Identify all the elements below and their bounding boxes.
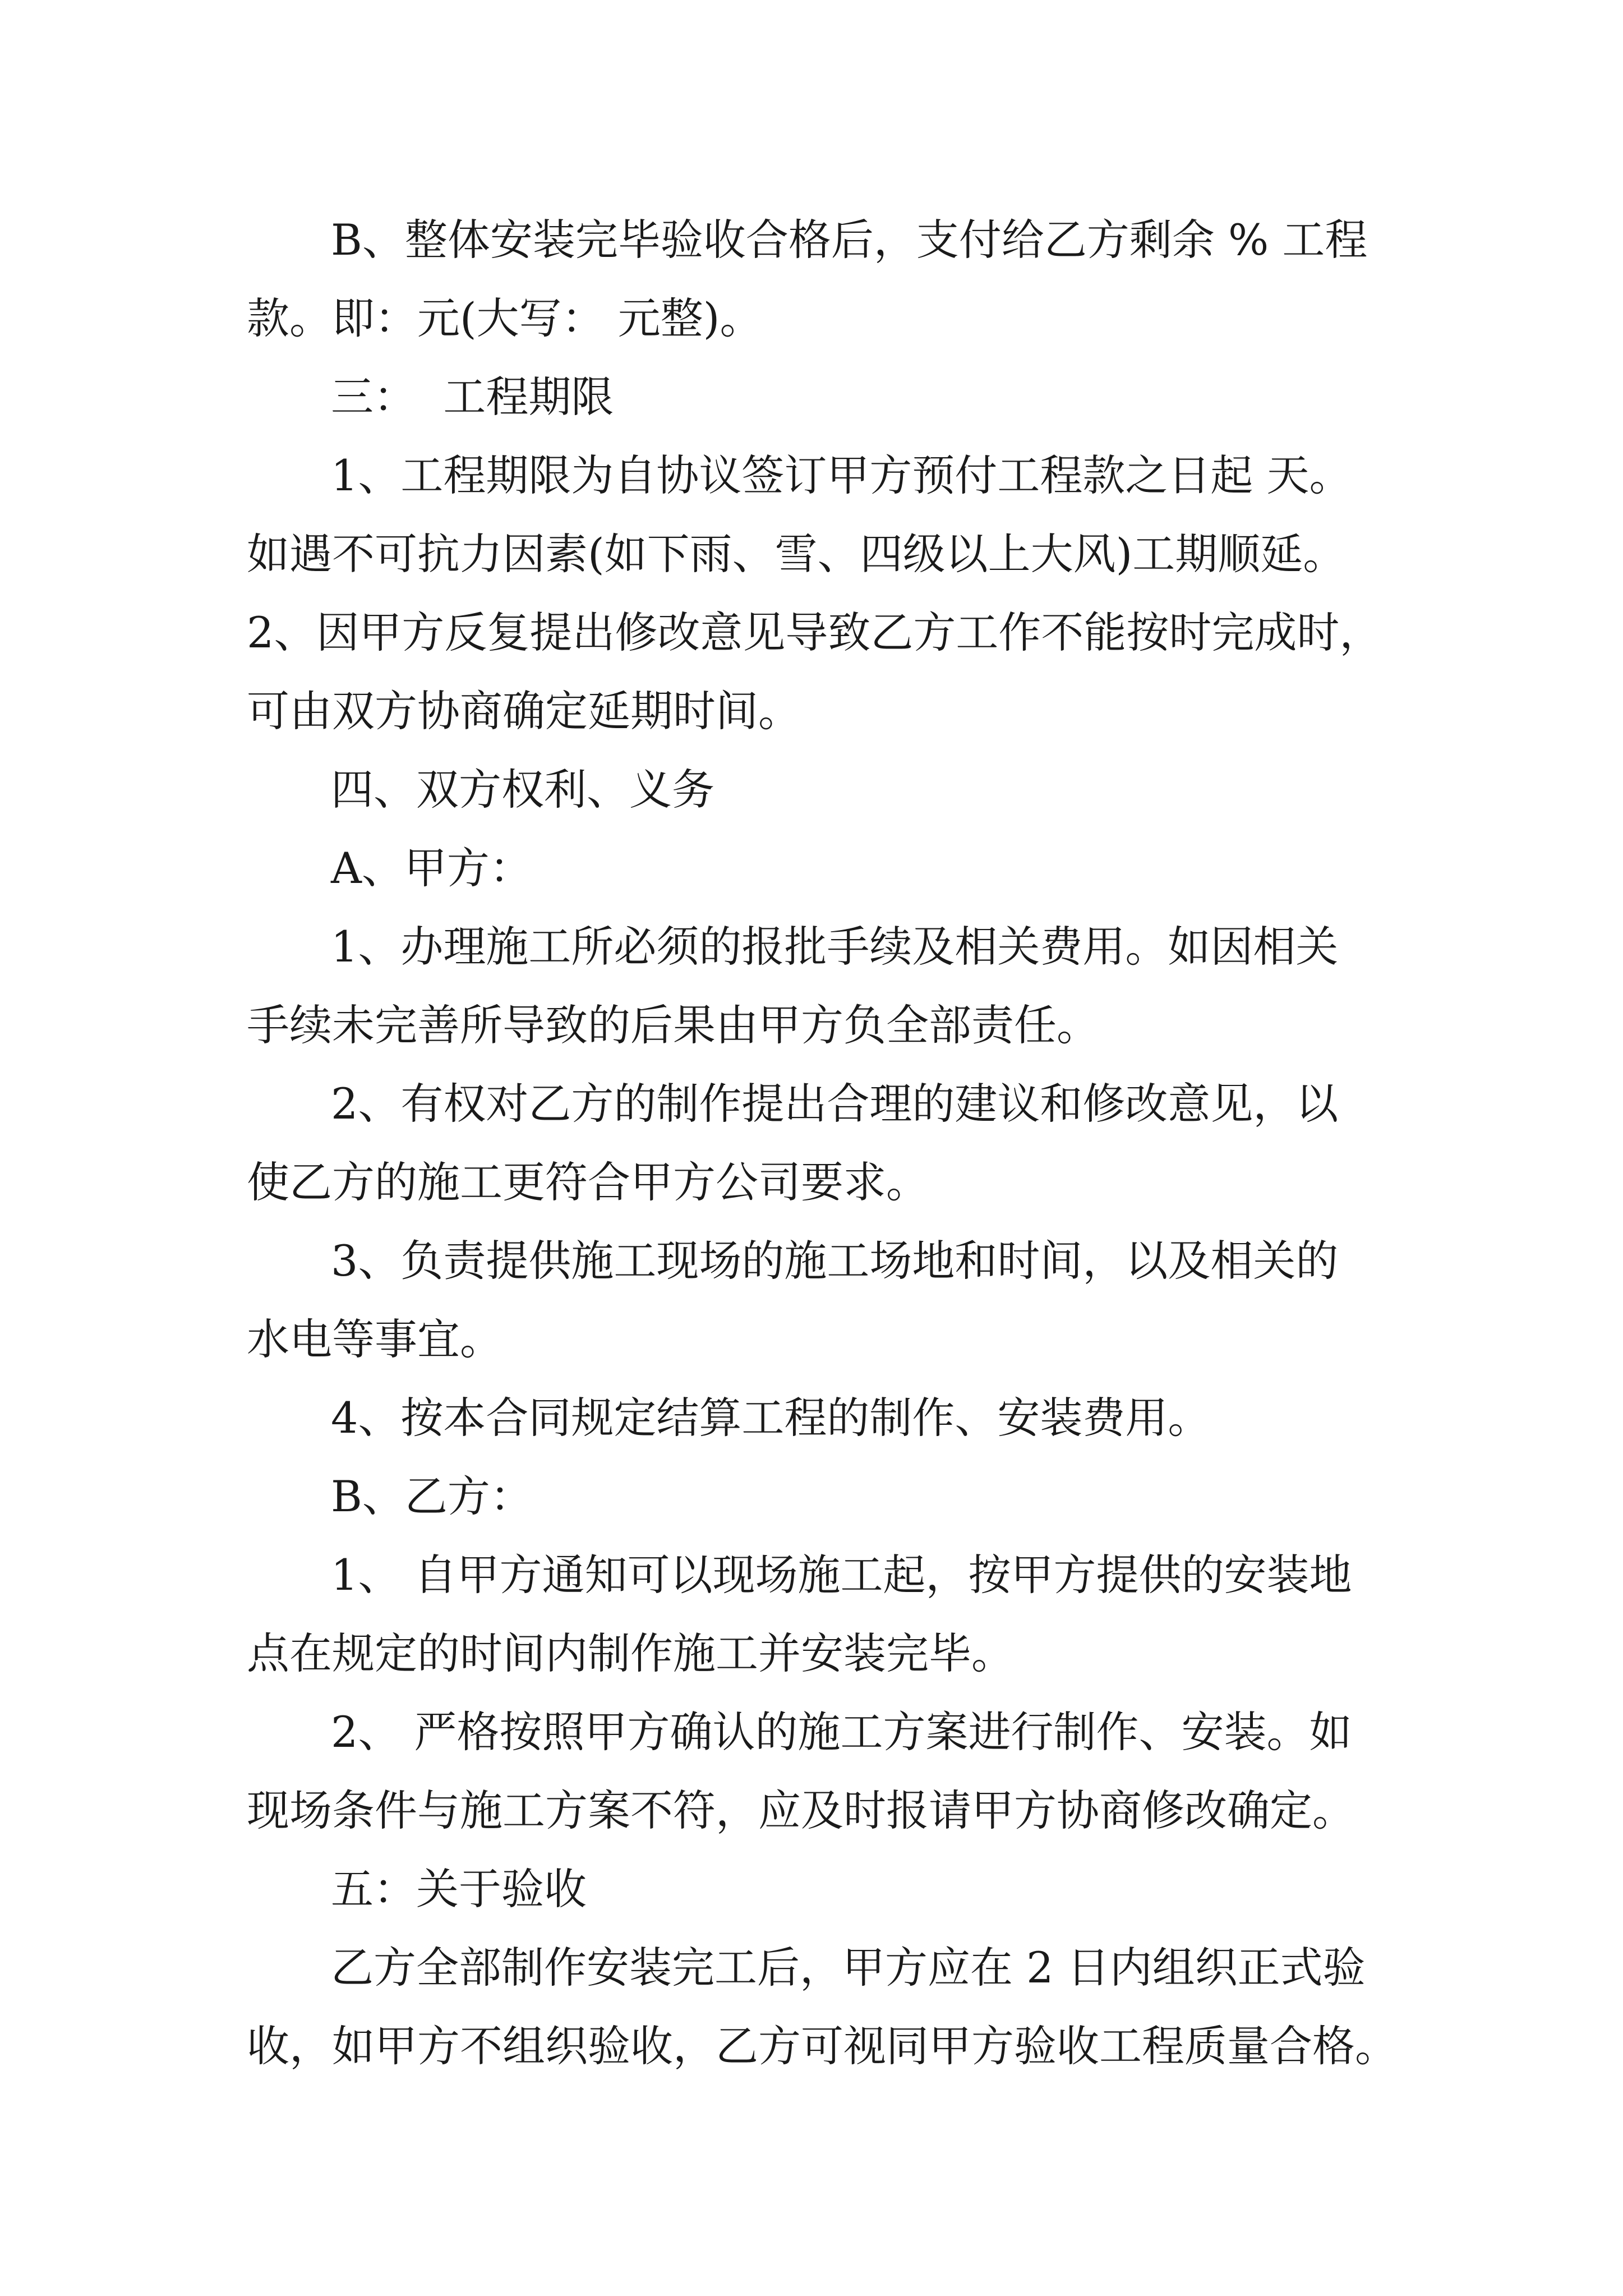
section-heading-4: 四、双方权利、义务 [331, 765, 714, 815]
section-heading-5: 五：关于验收 [331, 1864, 587, 1914]
text-line: 使乙方的施工更符合甲方公司要求。 [247, 1157, 929, 1207]
text-line: 1、办理施工所必须的报批手续及相关费用。如因相关 [331, 922, 1339, 972]
text-line: 水电等事宜。 [247, 1314, 502, 1364]
text-line: 可由双方协商确定延期时间。 [247, 686, 801, 736]
text-line: 现场条件与施工方案不符，应及时报请甲方协商修改确定。 [247, 1786, 1355, 1835]
text-line: 2、有权对乙方的制作提出合理的建议和修改意见，以 [331, 1079, 1339, 1129]
text-line: 1、工程期限为自协议签订甲方预付工程款之日起 天。 [331, 450, 1352, 500]
subheading-party-a: A、甲方： [331, 843, 532, 893]
text-line: 款。即：元(大写： 元整)。 [247, 293, 763, 343]
subheading-party-b: B、乙方： [331, 1471, 533, 1521]
text-line: 2、 严格按照甲方确认的施工方案进行制作、安装。如 [331, 1707, 1352, 1757]
text-line: 3、负责提供施工现场的施工场地和时间，以及相关的 [331, 1236, 1339, 1286]
section-heading-3: 三： 工程期限 [331, 372, 614, 422]
text-line: 4、按本合同规定结算工程的制作、安装费用。 [331, 1393, 1211, 1443]
text-line: 手续未完善所导致的后果由甲方负全部责任。 [247, 1000, 1099, 1050]
text-line: 2、因甲方反复提出修改意见导致乙方工作不能按时完成时， [247, 608, 1382, 657]
text-line: 1、 自甲方通知可以现场施工起，按甲方提供的安装地 [331, 1550, 1352, 1600]
text-line: 收，如甲方不组织验收，乙方可视同甲方验收工程质量合格。 [247, 2021, 1398, 2071]
text-line: B、整体安装完毕验收合格后，支付给乙方剩余 % 工程 [331, 215, 1368, 265]
text-line: 如遇不可抗力因素(如下雨、雪、四级以上大风)工期顺延。 [247, 529, 1346, 579]
text-line: 乙方全部制作安装完工后，甲方应在 2 日内组织正式验 [331, 1943, 1366, 1993]
text-line: 点在规定的时间内制作施工并安装完毕。 [247, 1628, 1014, 1678]
